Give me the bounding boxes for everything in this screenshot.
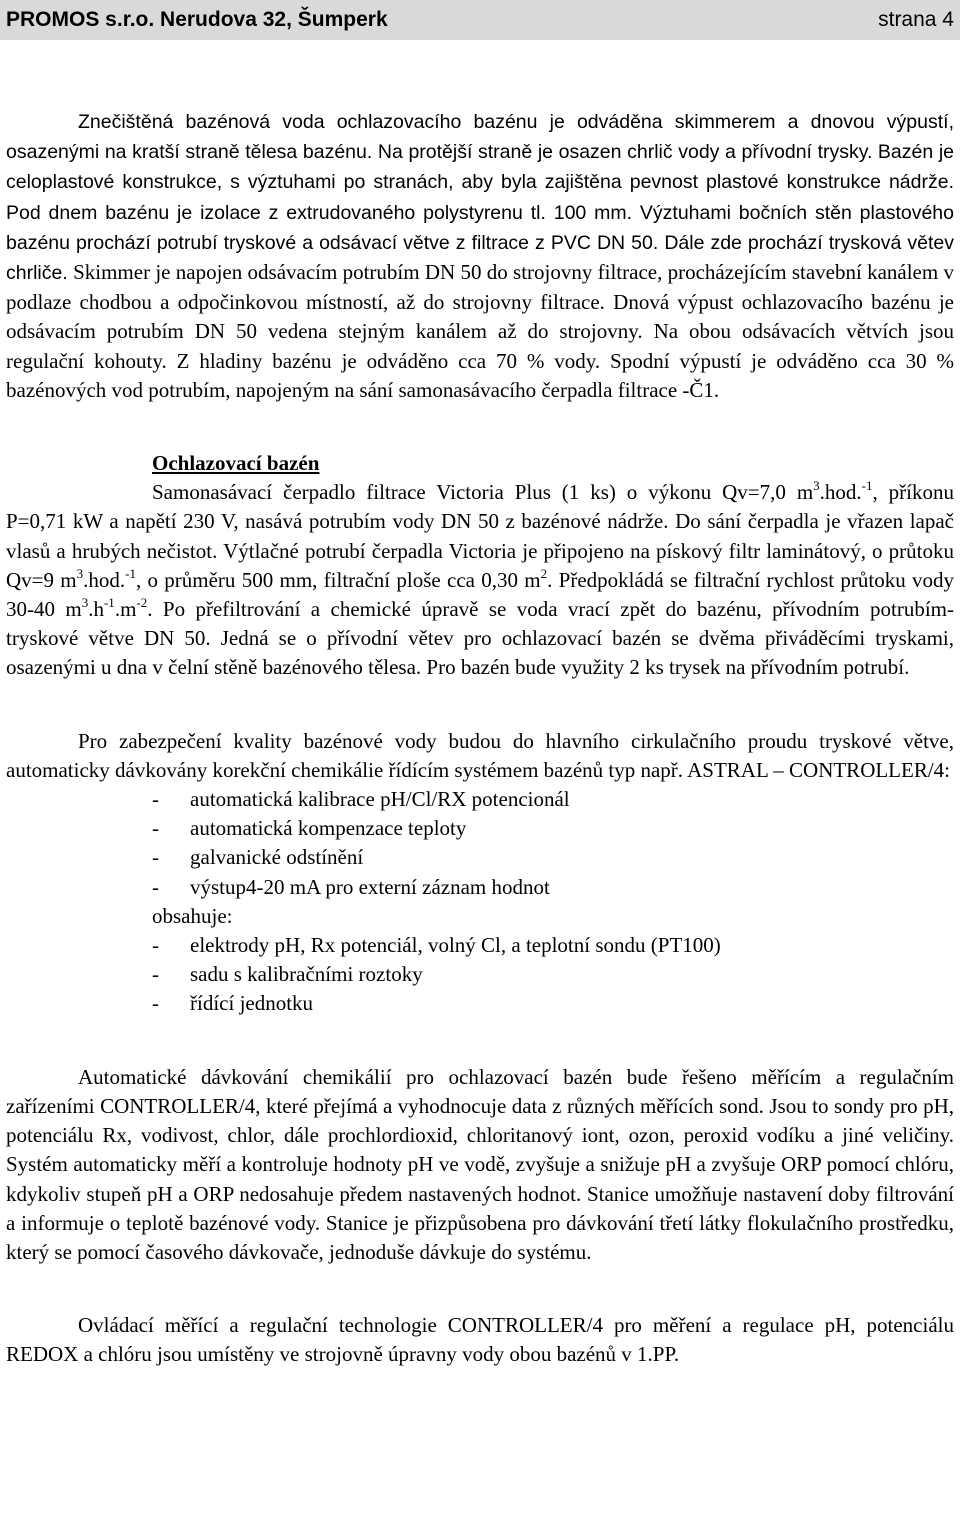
pump-text-3: , příkonu P=0,71 kW a napětí 230 V, nasává potrubím vody DN 50 z bazénové nádrže. Do sání čerpadla je vřazen lapač vlasů a hrubých nečistot. Výtlačné potrubí čerpadla Victoria je připojeno na pískový filtr laminátový, o průtoku Qv=9 m [6,480,955,592]
list-item [152,989,954,1018]
pump-sup-7: -1 [103,595,115,611]
pump-text-4: .hod. [83,567,126,592]
list-item [152,785,954,814]
list-item [152,931,954,960]
list-item-text: sadu s kalibračními roztoky [190,962,423,987]
pump-text-1: Samonasávací čerpadlo filtrace Victoria Plus (1 ks) o výkonu Qv=7,0 m [152,480,814,505]
list-item-text: elektrody pH, Rx potenciál, volný Cl, a teplotní sondu (PT100) [190,933,721,958]
pump-sup-8: -2 [136,595,148,611]
paragraph-drainage-text-a: Znečištěná bazénová voda ochlazovacího bazénu je odváděna skimmerem a dnovou výpustí, osazenými na kratší straně tělesa bazénu. Na protější straně je osazen chrlič vody a přívodní trysky. [6,111,954,164]
list-item-text: výstup4-20 mA pro externí záznam hodnot [190,874,550,899]
spacer [6,405,954,449]
contents-list [6,931,954,1019]
list-item-text: řídící jednotku [190,991,314,1016]
list-item [152,960,954,989]
page-header [0,0,960,40]
paragraph-dosing: Automatické dávkování chemikálií pro ochlazovací bazén bude řešeno měřícím a regulačním zařízeními CONTROLLER/4, které přejímá a vyhodnocuje data z různých měřících sond. Jsou to sondy pro pH, potenciálu Rx, vodivost, chlor, dále prochlordioxid, chloritanový iont, ozon, peroxid vodíku a jiné veličiny. Systém automaticky měří a kontroluje hodnoty pH ve vodě, zvyšuje a snižuje pH a zvyšuje ORP pomocí chlóru, kdykoliv stupeň pH a ORP nedosahuje předem nastavených hodnot. Stanice umožňuje nastavení doby filtrování a informuje o teplotě bazénové vody. Stanice je přizpůsobena pro dávkování třetí látky flokulačního prostředku, který se pomocí časového dávkovače, jednoduše dávkuje do systému. [6,1064,954,1264]
paragraph-drainage-text-b: Bazén je celoplastové konstrukce, s výztuhami po stranách, aby byla zajištěna pevnost plastové konstrukce nádrže. Pod dnem bazénu je izolace z extrudovaného polystyrenu tl. 100 mm. Výztuhami bočních stěn plastového bazénu prochází potrubí tryskové a odsávací větve z filtrace z PVC DN 50. Dále zde prochází trysková větev chrliče. [6,141,955,285]
pump-sup-3: 3 [76,565,84,581]
pump-sup-4: -1 [125,565,136,581]
paragraph-water-quality: Pro zabezpečení kvality bazénové vody budou do hlavního cirkulačního proudu tryskové větve, automaticky dávkovány korekční chemikálie řídícím systémem bazénů typ např. ASTRAL – CONTROLLER/4: [6,728,954,782]
header-page-number: strana 4 [878,8,954,31]
paragraph-controls: Ovládací měřící a regulační technologie CONTROLLER/4 pro měření a regulace pH, potenciálu REDOX a chlóru jsou umístěny ve strojovně úpravny vody obou bazénů v 1.PP. [6,1313,954,1367]
pump-sup-6: 3 [81,595,89,611]
paragraph-pump [6,478,954,682]
list-dash: - [152,816,159,841]
pump-text-9: . Po přefiltrování a chemické úpravě se voda vrací zpět do bazénu, přívodním potrubím-tryskové větve DN 50. Jedná se o přívodní větev pro ochlazovací bazén se dvěma přiváděcími tryskami, osazenými u dna v čelní stěně bazénového tělesa. Pro bazén bude využity 2 ks trysek na přívodním potrubí. [6,597,954,680]
list-item [152,814,954,843]
feature-list [6,785,954,902]
paragraph-drainage-text-c: Skimmer je napojen odsávacím potrubím DN 50 do strojovny filtrace, procházejícím stavební kanálem v podlaze chodbou a odpočinkovou místností, až do strojovny filtrace. Dnová výpust ochlazovacího bazénu je odsávacím potrubím DN 50 vedena stejným kanálem až do strojovny. Na obou odsávacích větvích jsou regulační kohouty. Z hladiny bazénu je odváděno cca 70 % vody. Spodní výpustí je odváděno cca 30 % bazénových vod potrubím, napojeným na sání samonasávacího čerpadla filtrace -Č1. [6,260,954,402]
list-item-text: automatická kalibrace pH/Cl/RX potencionál [190,787,570,812]
pump-sup-2: -1 [861,478,873,494]
list-dash: - [152,933,159,958]
list-item-text: galvanické odstínění [190,845,364,870]
pump-text-6: . Předpokládá se filtrační rychlost průtoku vody 30-40 m [6,567,954,622]
pump-sup-5: 2 [540,565,548,581]
list-item [152,843,954,872]
pump-text-7: .h [88,597,104,622]
paragraph-drainage [6,107,954,405]
pump-text-2: .hod. [819,480,862,505]
list-item-text: automatická kompenzace teploty [190,816,467,841]
contains-label: obsahuje: [152,903,233,928]
list-dash: - [152,874,159,899]
header-company: PROMOS s.r.o. Nerudova 32, Šumperk [6,8,388,31]
document-body [6,107,954,1370]
spacer [6,1019,954,1063]
list-dash: - [152,787,159,812]
spacer [6,1267,954,1311]
pump-text-5: , o průměru 500 mm, filtrační ploše cca 0,30 m [135,567,541,592]
spacer [6,683,954,727]
pump-text-8: .m [114,597,137,622]
list-dash: - [152,845,159,870]
section-heading: Ochlazovací bazén [152,451,320,476]
list-item [152,873,954,902]
list-dash: - [152,991,159,1016]
list-dash: - [152,962,159,987]
pump-sup-1: 3 [813,478,820,494]
